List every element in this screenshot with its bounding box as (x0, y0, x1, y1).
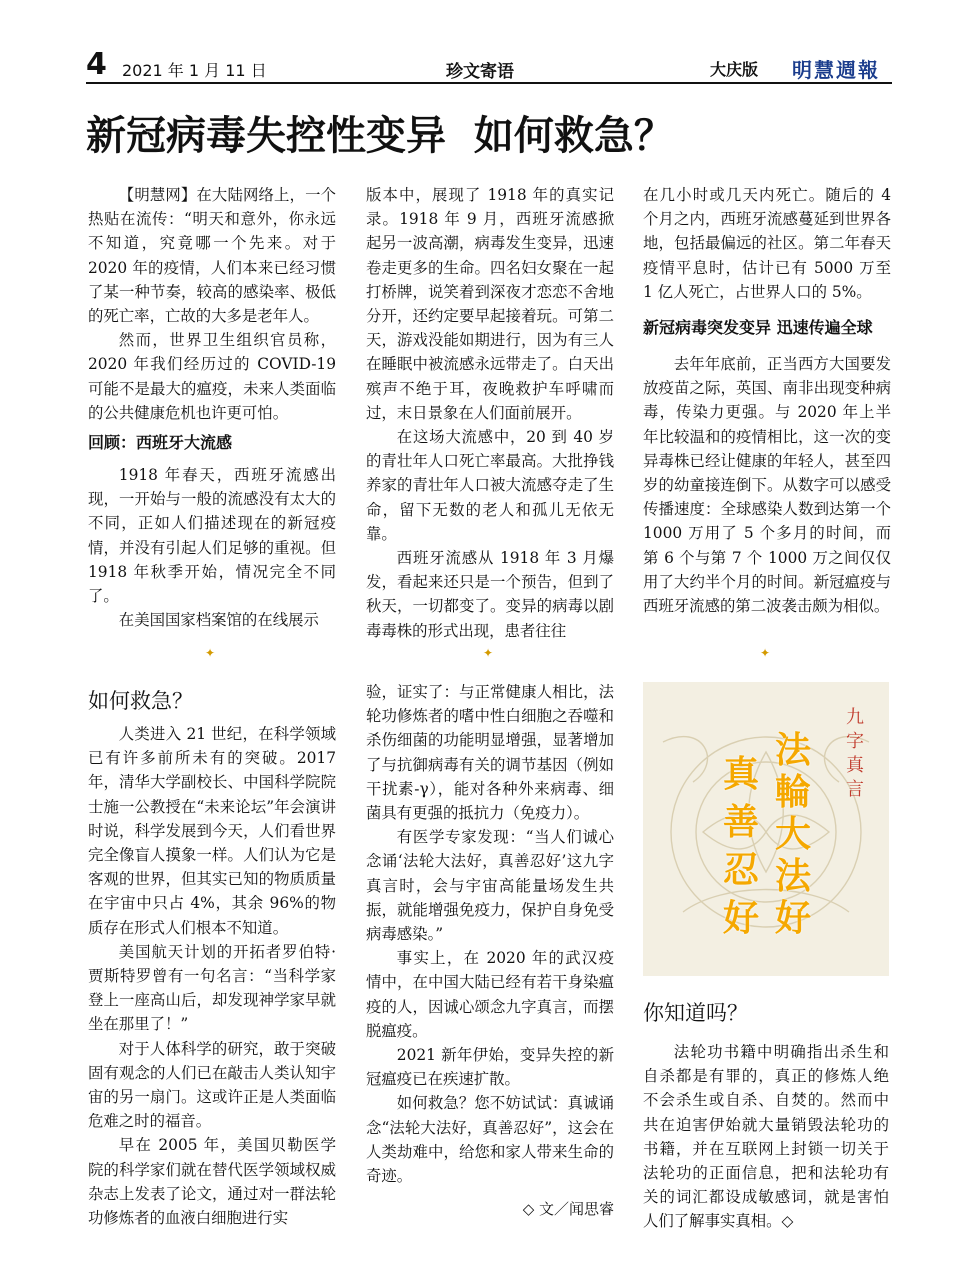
paragraph: 在美国国家档案馆的在线展示 (118, 611, 319, 630)
article1-column1 (88, 183, 336, 632)
author-signature: ◇ 文／闻思睿 (522, 1200, 614, 1218)
paragraph: 在几小时或几天内死亡。随后的 4 个月之内，西班牙流感蔓延到世界各地，包括最偏远的社区。第二年春天疫情平息时，估计已有 5000 万至 1 亿人死亡，占世界人口的 5%。 (643, 186, 891, 301)
article1-column3 (643, 183, 891, 618)
edition-name: 大庆版 (710, 60, 759, 79)
art-small-char: 九 (846, 707, 864, 728)
brand-logo: 明慧週報 (792, 58, 880, 82)
paragraph: 早在 2005 年，美国贝勒医学院的科学家们就在替代医学领域权威杂志上发表了论文，通过对一群法轮功修炼者的血液白细胞进行实 (88, 1136, 336, 1228)
paragraph: 去年年底前，正当西方大国要发放疫苗之际，英国、南非出现变种病毒，传染力更强。与 2020 年上半年比较温和的疫情相比，这一次的变异毒株已经让健康的年轻人，甚至四岁的幼童接连倒下。从数字可以感受传播速度：全球感染人数到达第一个 1000 万用了 5 个多月的时间，而第 6 个与第 7 个 1000 万之间仅仅用了大约半个月的时间。新冠瘟疫与西班牙流感的第二波袭击颇为相似。 (643, 355, 891, 616)
art-char: 善 (722, 802, 759, 843)
art-char: 法 (774, 730, 811, 771)
page-number: 4 (86, 47, 107, 82)
separator-ornament: ✦ (760, 646, 771, 660)
art-char: 好 (722, 898, 759, 939)
header-rule (86, 82, 892, 84)
paragraph: 事实上，在 2020 年的武汉疫情中，在中国大陆已经有若干身染瘟疫的人，因诚心颂念九字真言，而摆脱瘟疫。 (366, 949, 614, 1040)
art-char: 輪 (774, 772, 811, 813)
issue-date: 2021 年 1 月 11 日 (122, 61, 267, 80)
paragraph: 【明慧网】在大陆网络上，一个热贴在流传：“明天和意外，你永远不知道，究竟哪一个先来。对于 2020 年的疫情，人们本来已经习惯了某一种节奏，较高的感染率、极低的死亡率，亡故的大多是老年人。 (88, 186, 336, 326)
separator-ornament: ✦ (483, 646, 494, 660)
paragraph: 1918 年春天，西班牙流感出现，一开始与一般的流感没有太大的不同，正如人们描述现在的新冠疫情，并没有引起人们足够的重视。但 1918 年秋季开始，情况完全不同了。 (88, 466, 336, 606)
paragraph: 2021 新年伊始，变异失控的新冠瘟疫已在疾速扩散。 (366, 1046, 614, 1089)
paragraph: 然而，世界卫生组织官员称，2020 年我们经历过的 COVID-19 可能不是最大的瘟疫，未来人类面临的公共健康危机也许更可怕。 (88, 331, 336, 422)
section-name: 珍文寄语 (446, 62, 514, 82)
art-small-char: 字 (846, 731, 864, 752)
paragraph: 对于人体科学的研究，敢于突破固有观念的人们已在敲击人类认知宇宙的另一扇门。这或许正是人类面临危难之时的福音。 (88, 1039, 336, 1131)
headline: 新冠病毒失控性变异 如何救急？ (86, 113, 674, 159)
paragraph: 西班牙流感从 1918 年 3 月爆发，看起来还只是一个预告，但到了秋天，一切都变了。变异的病毒以剧毒毒株的形式出现，患者往往 (366, 549, 614, 640)
paragraph: 美国航天计划的开拓者罗伯特·贾斯特罗曾有一句名言：“当科学家登上一座高山后，却发现神学家早就坐在那里了！” (88, 942, 336, 1034)
nine-words-artwork (643, 682, 889, 976)
subheading: 新冠病毒突发变异 迅速传遍全球 (643, 318, 873, 338)
art-char: 好 (774, 898, 811, 939)
art-char: 法 (774, 856, 811, 897)
art-small-char: 真 (846, 755, 864, 776)
paragraph: 版本中，展现了 1918 年的真实记录。1918 年 9 月，西班牙流感掀起另一波高潮，病毒发生变异，迅速卷走更多的生命。四名妇女聚在一起打桥牌，说笑着到深夜才恋恋不舍地分开，还约定要早起接着玩。可第二天，游戏没能如期进行，因为有三人在睡眠中被流感永远带走了。白天出殡声不绝于耳，夜晚救护车呼啸而过，末日景象在人们面前展开。 (366, 186, 614, 422)
article2-column2 (366, 680, 614, 1188)
paragraph: 在这场大流感中，20 到 40 岁的青壮年人口死亡率最高。大批挣钱养家的青壮年人口被大流感夺走了生命，留下无数的老人和孤儿无依无靠。 (366, 428, 614, 543)
paragraph: 法轮功书籍中明确指出杀生和自杀都是有罪的，真正的修炼人绝不会杀生或自杀、自焚的。然而中共在迫害伊始就大量销毁法轮功的书籍，并在互联网上封锁一切关于法轮功的正面信息，把和法轮功有关的词汇都设成敏感词，就是害怕人们了解事实真相。◇ (643, 1043, 889, 1231)
art-char: 大 (774, 814, 811, 855)
article2-column1 (88, 722, 336, 1230)
paragraph: 验，证实了：与正常健康人相比，法轮功修炼者的嗜中性白细胞之吞噬和杀伤细菌的功能明显增强，显著增加了与抗御病毒有关的调节基因（例如干扰素-γ），能对各种外来病毒、细菌具有更强的抵抗力（免疫力）。 (366, 683, 614, 823)
paragraph: 人类进入 21 世纪，在科学领域已有许多前所未有的突破。2017 年，清华大学副校长、中国科学院院士施一公教授在“未来论坛”年会演讲时说，科学发展到今天，人们看世界完全像盲人摸象一样。人们认为它是客观的世界，但其实已知的物质质量在宇宙中只占 4%，其余 96%的物质存在形式人们根本不知道。 (88, 725, 336, 937)
paragraph: 如何救急？您不妨试试：真诚诵念“法轮大法好，真善忍好”，这会在人类劫难中，给您和家人带来生命的奇迹。 (366, 1094, 614, 1186)
subheading: 回顾：西班牙大流感 (88, 433, 233, 453)
article1-column2 (366, 183, 614, 643)
section-heading: 如何救急？ (88, 689, 193, 713)
art-small-char: 言 (846, 779, 864, 800)
paragraph: 有医学专家发现：“当人们诚心念诵‘法轮大法好，真善忍好’这九字真言时，会与宇宙高能量场发生共振，就能增强免疫力，保护自身免受病毒感染。” (366, 828, 614, 944)
art-char: 真 (722, 754, 759, 795)
separator-ornament: ✦ (205, 646, 216, 660)
art-char: 忍 (722, 850, 759, 891)
sidebar-heading: 你知道吗？ (643, 1001, 748, 1025)
page-header (86, 47, 892, 86)
sidebar-body (643, 1040, 889, 1234)
